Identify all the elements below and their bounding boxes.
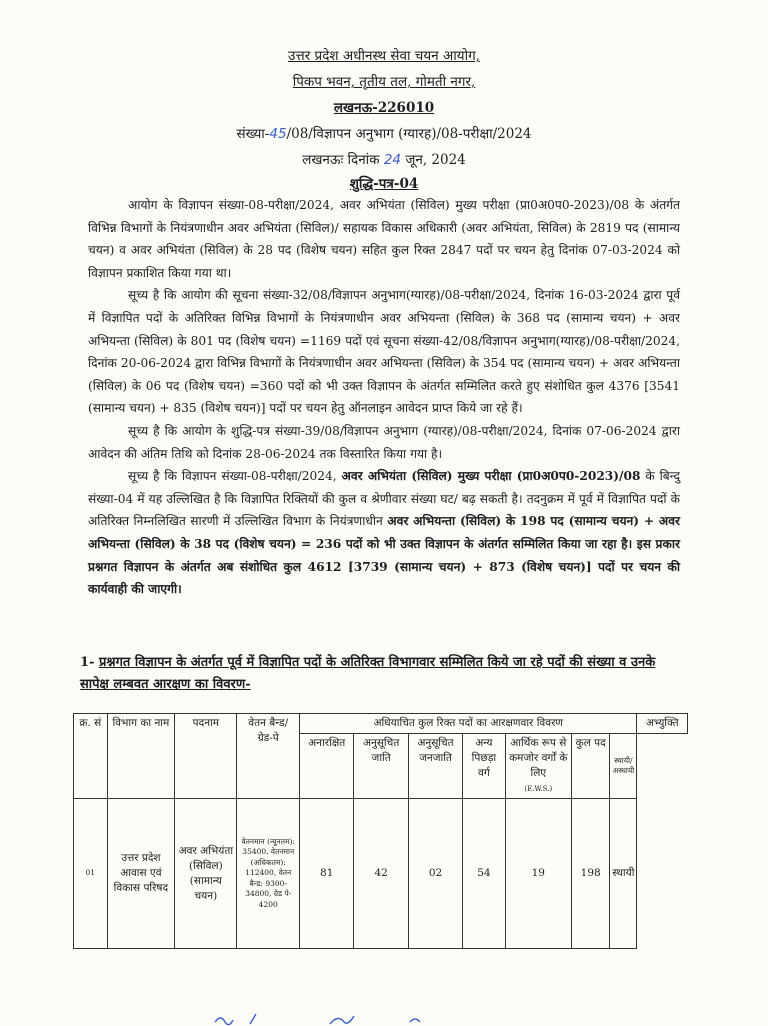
th-reservation-group: अधियाचित कुल रिक्त पदों का आरक्षणवार विवरण (299, 714, 637, 734)
th-sc: अनुसूचित जाति (354, 734, 408, 799)
td-nature: स्थायी (610, 799, 637, 949)
td-dept: उत्तर प्रदेश आवास एवं विकास परिषद (107, 799, 175, 949)
td-ews: 19 (505, 799, 571, 949)
table-row (74, 799, 688, 949)
th-remark: अभ्युक्ति (637, 714, 688, 734)
paragraph-2: सूच्य है कि आयोग की सूचना संख्या-32/08/विज्ञापन अनुभाग(ग्यारह)/08-परीक्षा/2024, दिनांक 16-03-2024 द्वारा पूर्व में विज्ञापित पदों के अतिरिक्त विभिन्न विभागों के नियंत्रणाधीन अवर अभियन्ता (सिविल) के 368 पद (सामान्य चयन) + अवर अभियन्ता (सिविल) के 801 पद (विशेष चयन) =1169 पदों एवं सूचना संख्या-42/08/विज्ञापन अनुभाग(ग्यारह)/08-परीक्षा/2024, दिनांक 20-06-2024 द्वारा विभिन्न विभागों के नियंत्रणाधीन अवर अभियन्ता (सिविल) के 354 पद (सामान्य चयन) + अवर अभियन्ता (सिविल) के 06 पद (विशेष चयन) =360 पदों को भी उक्त विज्ञापन के अंतर्गत सम्मिलित करते हुए संशोधित कुल 4376 [3541 (सामान्य चयन) + 835 (विशेष चयन)] पदों पर चयन हेतु ऑनलाइन आवेदन प्राप्त किये जा रहे हैं। (88, 288, 680, 416)
th-obc: अन्य पिछड़ा वर्ग (463, 734, 505, 799)
reference-number (0, 124, 768, 142)
para4-part-c: के बिन्दु संख्या-04 में यह उल्लिखित है कि विज्ञापित रिक्तियों की कुल व श्रेणीवार संख्या घट/ बढ़ सकती है। तदनुक्रम में पूर्व में विज्ञापित पदों के अतिरिक्त निम्नलिखित सारणी में उल्लिखित विभाग के नियंत्रणाधीन (88, 469, 680, 529)
td-general: 81 (299, 799, 354, 949)
th-dept: विभाग का नाम (107, 714, 175, 799)
document-date (0, 150, 768, 168)
section-1-number: 1- (80, 655, 95, 670)
th-nature: स्थायी/ अस्थायी (610, 734, 637, 799)
header-line-2: पिकप भवन, तृतीय तल, गोमती नगर, (292, 74, 476, 90)
header-line-3: लखनऊ-226010 (333, 100, 435, 116)
ref-handwritten-number: 45 (269, 126, 287, 142)
ref-suffix: /08/विज्ञापन अनुभाग (ग्यारह)/08-परीक्षा/2024 (286, 126, 532, 142)
para4-part-a: सूच्य है कि विज्ञापन संख्या-08-परीक्षा/2024, (128, 469, 342, 484)
td-st: 02 (408, 799, 462, 949)
ref-prefix: संख्या- (236, 126, 270, 142)
para4-part-b: अवर अभियंता (सिविल) मुख्य परीक्षा (प्रा0अ0प0-2023)/08 (341, 469, 641, 484)
th-total: कुल पद (572, 734, 610, 799)
section-1-text: प्रश्नगत विज्ञापन के अंतर्गत पूर्व में विज्ञापित पदों के अतिरिक्त विभागवार सम्मिलित किये जा रहे पदों की संख्या व उनके सापेक्ष लम्बवत आरक्षण का विवरण- (80, 655, 656, 692)
th-st: अनुसूचित जनजाति (408, 734, 462, 799)
td-obc: 54 (463, 799, 505, 949)
date-handwritten-day: 24 (383, 152, 402, 168)
td-total: 198 (572, 799, 610, 949)
td-post: अवर अभियंता (सिविल) (सामान्य चयन) (175, 799, 237, 949)
document-title: शुद्धि-पत्र-04 (349, 176, 419, 192)
date-prefix: लखनऊः दिनांक (302, 152, 380, 168)
td-pay: वेतनमान (न्यूनतम): 35400, वेतनमान (अधिकतम): 112400, वेतन बैन्ड: 9300-34800, ग्रेड पे- 4200 (237, 799, 300, 949)
th-sno: क्र. सं (74, 714, 108, 799)
date-suffix: जून, 2024 (405, 152, 466, 168)
th-ews-abbr: (E.W.S.) (524, 785, 553, 793)
section-1-heading (80, 652, 680, 696)
vacancy-table (73, 713, 688, 949)
header-line-1: उत्तर प्रदेश अधीनस्थ सेवा चयन आयोग, (288, 48, 480, 64)
paragraph-4 (88, 465, 680, 601)
th-general: अनारक्षित (299, 734, 354, 799)
th-pay: वेतन बैन्ड/ ग्रेड-पे (237, 714, 300, 799)
th-post: पदनाम (175, 714, 237, 799)
paragraph-3: सूच्य है कि आयोग के शुद्धि-पत्र संख्या-39/08/विज्ञापन अनुभाग (ग्यारह)/08-परीक्षा/2024, दिनांक 07-06-2024 द्वारा आवेदन की अंतिम तिथि को दिनांक 28-06-2024 तक विस्तारित किया गया है। (88, 423, 680, 461)
td-sno: 01 (74, 799, 108, 949)
body-text (88, 194, 680, 601)
td-sc: 42 (354, 799, 408, 949)
th-ews-label: आर्थिक रूप से कमजोर वर्गों के लिए (509, 737, 568, 779)
paragraph-1: आयोग के विज्ञापन संख्या-08-परीक्षा/2024, अवर अभियंता (सिविल) मुख्य परीक्षा (प्रा0अ0प0-2023)/08 के अंतर्गत विभिन्न विभागों के नियंत्रणाधीन अवर अभियंता (सिविल)/ सहायक विकास अधिकारी (अवर अभियंता, सिविल) के 2819 पद (सामान्य चयन) व अवर अभियंता (सिविल) के 28 पद (विशेष चयन) सहित कुल रिक्त 2847 पदों पर चयन हेतु दिनांक 07-03-2024 को विज्ञापन प्रकाशित किया गया था। (88, 198, 680, 280)
th-ews (505, 734, 571, 799)
para4-part-d: अवर अभियन्ता (सिविल) के 198 पद (सामान्य चयन) + अवर अभियन्ता (सिविल) के 38 पद (विशेष चयन) = 236 पदों को भी उक्त विज्ञापन के अंतर्गत सम्मिलित किया जा रहा है। इस प्रकार प्रश्नगत विज्ञापन के अंतर्गत अब संशोधित कुल 4612 [3739 (सामान्य चयन) + 873 (विशेष चयन)] पदों पर चयन की कार्यवाही की जाएगी। (88, 514, 680, 597)
